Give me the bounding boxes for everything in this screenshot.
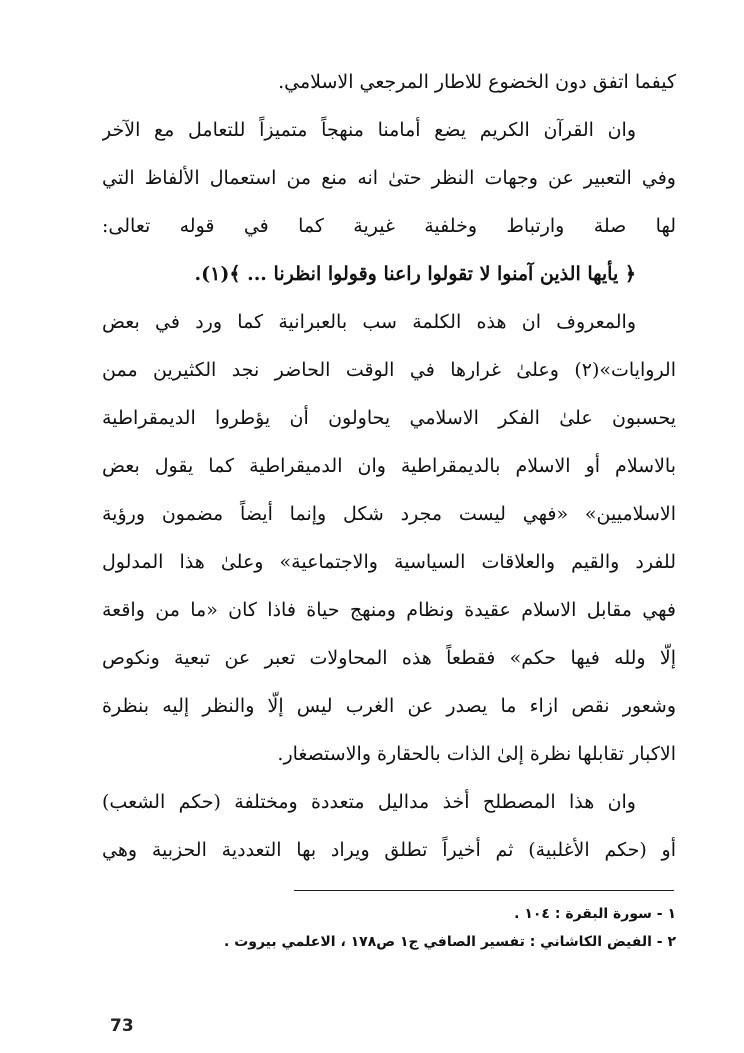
text-line: وشعور نقص ازاء ما يصدر عن الغرب ليس إلّا والنظر إليه بنظرة: [102, 695, 676, 717]
text-line: وان هذا المصطلح أخذ مداليل متعددة ومختلفة (حكم الشعب): [102, 791, 636, 813]
footnote-divider: [294, 890, 674, 891]
text-line: كيفما اتفق دون الخضوع للاطار المرجعي الاسلامي.: [278, 71, 676, 93]
footnote: ١ - سورة البقرة : ١٠٤ .: [514, 906, 676, 922]
text-line: فهي مقابل الاسلام عقيدة ونظام ومنهج حياة فاذا كان «ما من واقعة: [102, 599, 676, 621]
text-line: إلّا ولله فيها حكم» فقطعاً هذه المحاولات تعبر عن تبعية ونكوص: [102, 647, 676, 669]
text-line: للفرد والقيم والعلاقات السياسية والاجتماعية» وعلىٰ هذا المدلول: [102, 551, 676, 573]
text-line: وان القرآن الكريم يضع أمامنا منهجاً متميزاً للتعامل مع الآخر: [102, 119, 636, 141]
text-line: أو (حكم الأغلبية) ثم أخيراً تطلق ويراد بها التعددية الحزبية وهي: [102, 839, 676, 861]
footnote: ٢ - الفيض الكاشاني : تفسير الصافي ج١ ص١٧٨ ، الاعلمي بيروت .: [224, 934, 676, 950]
text-line: الاكبار تقابلها نظرة إلىٰ الذات بالحقارة والاستصغار.: [277, 743, 676, 765]
footnotes: [102, 900, 676, 956]
text-line: الاسلاميين» «فهي ليست مجرد شكل وإنما أيضاً مضمون ورؤية: [102, 503, 676, 525]
text-line: الروايات»(٢) وعلىٰ غرارها في الوقت الحاضر نجد الكثيرين ممن: [102, 359, 676, 381]
body-text: [102, 58, 676, 874]
page-number: 73: [110, 1016, 134, 1036]
text-line: وفي التعبير عن وجهات النظر حتىٰ انه منع من استعمال الألفاظ التي: [102, 167, 676, 189]
text-line: والمعروف ان هذه الكلمة سب بالعبرانية كما ورد في بعض: [102, 311, 636, 333]
quran-verse: ﴿ يأيها الذين آمنوا لا تقولوا راعنا وقولوا انظرنا ... ﴾(١).: [194, 263, 636, 285]
text-line: يحسبون علىٰ الفكر الاسلامي يحاولون أن يؤطروا الديمقراطية: [102, 407, 676, 429]
text-line: لها صلة وارتباط وخلفية غيرية كما في قوله تعالى:: [102, 215, 676, 237]
text-line: بالاسلام أو الاسلام بالديمقراطية وان الدميقراطية كما يقول بعض: [102, 455, 676, 477]
